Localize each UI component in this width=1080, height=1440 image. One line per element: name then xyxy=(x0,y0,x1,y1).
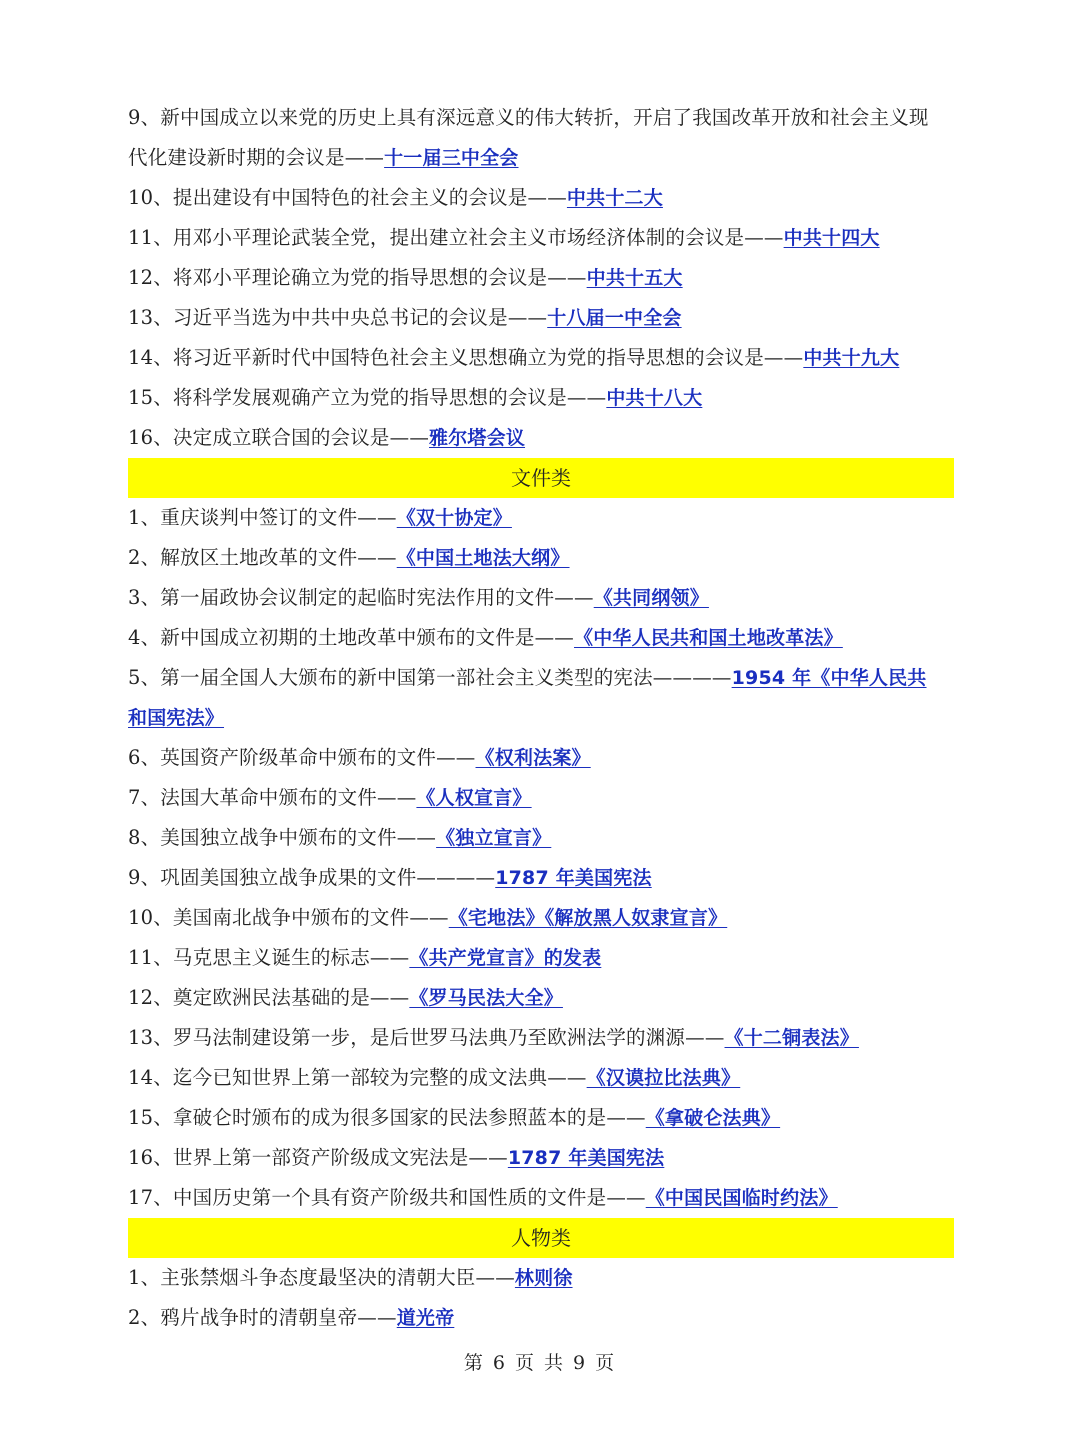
document-item-17 xyxy=(128,1178,954,1218)
question-text: 6、英国资产阶级革命中颁布的文件—— xyxy=(128,746,476,769)
answer-text: 十一届三中全会 xyxy=(384,147,519,169)
answer-text: 《宅地法》《解放黑人奴隶宣言》 xyxy=(448,907,728,929)
question-text: 17、中国历史第一个具有资产阶级共和国性质的文件是—— xyxy=(128,1186,646,1209)
meeting-item-10 xyxy=(128,178,954,218)
answer-text: 《中国民国临时约法》 xyxy=(645,1187,838,1209)
question-text: 3、第一届政协会议制定的起临时宪法作用的文件—— xyxy=(128,586,594,609)
answer-text: 《中国土地法大纲》 xyxy=(396,547,570,569)
question-text: 代化建设新时期的会议是—— xyxy=(128,146,385,169)
question-text: 16、决定成立联合国的会议是—— xyxy=(128,426,430,449)
people-item-2 xyxy=(128,1298,954,1338)
meeting-item-12 xyxy=(128,258,954,298)
question-text: 1、主张禁烟斗争态度最坚决的清朝大臣—— xyxy=(128,1266,515,1289)
answer-text: 雅尔塔会议 xyxy=(429,427,526,449)
question-text: 15、将科学发展观确产立为党的指导思想的会议是—— xyxy=(128,386,607,409)
question-text: 7、法国大革命中颁布的文件—— xyxy=(128,786,417,809)
answer-text: 林则徐 xyxy=(514,1267,573,1289)
question-text: 4、新中国成立初期的土地改革中颁布的文件是—— xyxy=(128,626,575,649)
answer-text: 1787 年美国宪法 xyxy=(507,1147,665,1169)
document-item-8 xyxy=(128,818,954,858)
meeting-item-9-line2 xyxy=(128,138,954,178)
answer-text: 《权利法案》 xyxy=(475,747,591,769)
answer-text: 道光帝 xyxy=(396,1307,455,1329)
question-text: 10、提出建设有中国特色的社会主义的会议是—— xyxy=(128,186,567,209)
answer-text: 《汉谟拉比法典》 xyxy=(586,1067,741,1089)
document-item-5-line1 xyxy=(128,658,954,698)
answer-text: 中共十四大 xyxy=(783,227,880,249)
question-text: 11、用邓小平理论武装全党，提出建立社会主义市场经济体制的会议是—— xyxy=(128,226,784,249)
section-header-documents: 文件类 xyxy=(128,458,954,498)
answer-text: 1787 年美国宪法 xyxy=(495,867,652,889)
question-text: 9、巩固美国独立战争成果的文件———— xyxy=(128,866,496,889)
document-item-14 xyxy=(128,1058,954,1098)
meeting-item-15 xyxy=(128,378,954,418)
answer-text: 《拿破仑法典》 xyxy=(645,1107,781,1129)
answer-text: 《十二铜表法》 xyxy=(724,1027,859,1049)
document-item-2 xyxy=(128,538,954,578)
answer-text: 《共同纲领》 xyxy=(593,587,709,609)
document-page xyxy=(128,98,954,1338)
document-item-16 xyxy=(128,1138,954,1178)
answer-text: 《人权宣言》 xyxy=(416,787,532,809)
answer-text: 十八届一中全会 xyxy=(547,307,682,329)
question-text: 10、美国南北战争中颁布的文件—— xyxy=(128,906,449,929)
meeting-item-11 xyxy=(128,218,954,258)
question-text: 12、将邓小平理论确立为党的指导思想的会议是—— xyxy=(128,266,587,289)
section-header-people: 人物类 xyxy=(128,1218,954,1258)
answer-text: 《中华人民共和国土地改革法》 xyxy=(574,627,843,649)
question-text: 13、习近平当选为中共中央总书记的会议是—— xyxy=(128,306,548,329)
document-item-9 xyxy=(128,858,954,898)
question-text: 11、马克思主义诞生的标志—— xyxy=(128,946,410,969)
question-text: 8、美国独立战争中颁布的文件—— xyxy=(128,826,437,849)
answer-text: 中共十九大 xyxy=(803,347,900,369)
question-text: 2、鸦片战争时的清朝皇帝—— xyxy=(128,1306,397,1329)
people-item-1 xyxy=(128,1258,954,1298)
document-item-15 xyxy=(128,1098,954,1138)
question-text: 14、迄今已知世界上第一部较为完整的成文法典—— xyxy=(128,1066,587,1089)
answer-text: 中共十二大 xyxy=(566,187,663,209)
meeting-item-13 xyxy=(128,298,954,338)
question-text: 14、将习近平新时代中国特色社会主义思想确立为党的指导思想的会议是—— xyxy=(128,346,804,369)
meeting-item-9-line1 xyxy=(128,98,954,138)
meeting-item-14 xyxy=(128,338,954,378)
answer-text: 1954 年《中华人民共 xyxy=(731,667,927,689)
document-item-3 xyxy=(128,578,954,618)
document-item-10 xyxy=(128,898,954,938)
question-text: 1、重庆谈判中签订的文件—— xyxy=(128,506,397,529)
question-text: 16、世界上第一部资产阶级成文宪法是—— xyxy=(128,1146,508,1169)
question-text: 2、解放区土地改革的文件—— xyxy=(128,546,397,569)
answer-text: 《双十协定》 xyxy=(396,507,512,529)
question-text: 9、新中国成立以来党的历史上具有深远意义的伟大转折，开启了我国改革开放和社会主义现 xyxy=(128,106,929,129)
document-item-7 xyxy=(128,778,954,818)
answer-text: 《独立宣言》 xyxy=(436,827,552,849)
document-item-6 xyxy=(128,738,954,778)
answer-text: 《共产党宣言》的发表 xyxy=(409,947,602,969)
answer-text: 《罗马民法大全》 xyxy=(409,987,563,1009)
meeting-item-16 xyxy=(128,418,954,458)
question-text: 15、拿破仑时颁布的成为很多国家的民法参照蓝本的是—— xyxy=(128,1106,646,1129)
document-item-11 xyxy=(128,938,954,978)
document-item-12 xyxy=(128,978,954,1018)
question-text: 12、奠定欧洲民法基础的是—— xyxy=(128,986,410,1009)
document-item-1 xyxy=(128,498,954,538)
question-text: 13、罗马法制建设第一步，是后世罗马法典乃至欧洲法学的渊源—— xyxy=(128,1026,725,1049)
answer-text: 和国宪法》 xyxy=(128,707,225,729)
page-footer: 第 6 页 共 9 页 xyxy=(463,1352,617,1374)
answer-text: 中共十五大 xyxy=(586,267,683,289)
answer-text: 中共十八大 xyxy=(606,387,703,409)
question-text: 5、第一届全国人大颁布的新中国第一部社会主义类型的宪法———— xyxy=(128,666,732,689)
document-item-13 xyxy=(128,1018,954,1058)
document-item-5-line2 xyxy=(128,698,954,738)
document-item-4 xyxy=(128,618,954,658)
